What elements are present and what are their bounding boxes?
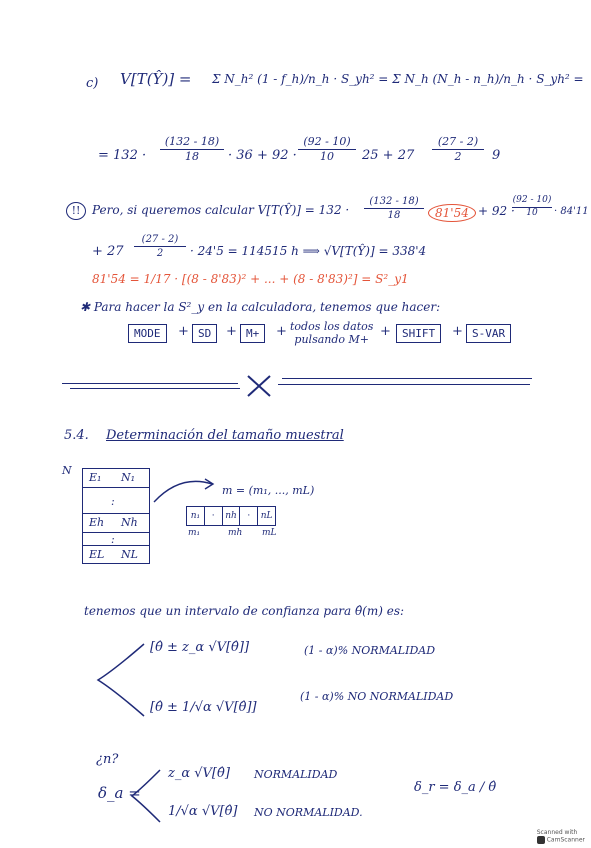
delta-a-lhs: δ_a = [98,784,141,802]
note-fraction-2-num: (92 - 10) [512,195,552,205]
sample-cell-4: · [240,507,258,525]
fraction-3-den: 2 [454,150,462,164]
delta-case-nonnormal: 1/√α √V[θ̂] [168,804,238,819]
plus-4: + [380,324,391,339]
part-label: c) [86,76,99,91]
stratum-1-size: N₁ [121,471,136,484]
fraction-2-num: (92 - 10) [303,135,351,148]
variance-lhs: V[T(Ŷ)] = [120,70,192,88]
note-end-value: · 84'11 [554,206,589,217]
note-text: Pero, si queremos calcular V[T(Ŷ)] = 132 · [92,203,350,217]
calculator-middle-line2: pulsando M+ [294,333,369,346]
plus-2: + [226,324,237,339]
sample-cell-3: nh [223,507,241,525]
computation-mid: · 36 + 92 · [228,148,297,163]
sampling-arrow-icon [150,474,220,510]
note-fraction-1 [364,196,424,221]
population-label: N [62,464,72,477]
n-question: ¿n? [96,752,119,767]
sample-cell-5: nL [260,511,273,521]
delta-case-normal-label: NORMALIDAD [254,768,338,781]
section-number: 5.4. [64,428,89,443]
interval-brace-icon [94,640,150,720]
plus-1: + [178,324,189,339]
separator-left-2 [70,388,240,389]
normal-interval-label: (1 - α)% NORMALIDAD [304,644,436,657]
intervals-intro: tenemos que un intervalo de confianza para θ̂(m) es: [84,604,405,618]
fraction-3-num: (27 - 2) [437,135,479,148]
watermark-line2: CamScanner [546,836,585,844]
fraction-1-num: (132 - 18) [164,135,220,148]
stratum-h-name: Eh [89,516,105,529]
key-shift: SHIFT [396,324,441,343]
computation-end: 9 [492,148,501,163]
population-table [82,468,150,564]
note-line2-prefix: + 27 [92,244,124,259]
key-m-plus: M+ [240,324,265,343]
sample-cells [186,506,276,526]
cell-label-l: mL [262,528,277,538]
section-title: Determinación del tamaño muestral [106,428,344,443]
calculator-middle-line1: todos los datos [290,320,374,333]
sample-label: m = (m₁, ..., mL) [222,484,315,497]
note-fraction-1-num: (132 - 18) [369,196,419,207]
delta-relative: δ_r = δ_a / θ̂ [414,780,497,795]
fraction-2-den: 10 [320,150,334,164]
normal-interval: [θ̂ ± z_α √V[θ̂]] [150,640,250,655]
nonnormal-interval-label: (1 - α)% NO NORMALIDAD [300,690,454,703]
note-line2-fraction-num: (27 - 2) [141,234,179,245]
scanner-watermark [537,829,585,844]
circled-value: 81'54 [428,204,476,222]
note-after-circle: + 92 · [478,204,515,218]
plus-3: + [276,324,287,339]
note-line2-rest: · 24'5 = 114515 h ⟹ √V[T(Ŷ)] = 338'4 [190,244,427,258]
stratum-h-size: Nh [121,516,138,529]
key-s-var: S-VAR [466,324,511,343]
note-line2-fraction [134,234,186,259]
separator-right [282,378,532,379]
note-fraction-2 [512,196,552,219]
stratum-dots-2: : [111,533,115,546]
stratum-row-1 [83,469,149,488]
fraction-1 [160,136,224,163]
stratum-row-l [83,545,149,564]
computation-prefix: = 132 · [98,148,147,163]
fraction-3 [432,136,484,163]
red-formula: 81'54 = 1/17 · [(8 - 8'83)² + ... + (8 - 8'83)²] = S²_y1 [92,272,409,286]
note-marker: !! [66,202,86,220]
delta-brace-icon [128,766,164,826]
cell-label-1: m₁ [188,528,201,538]
key-mode: MODE [128,324,167,343]
note-fraction-2-den: 10 [526,207,538,218]
plus-5: + [452,324,463,339]
note-line2-fraction-den: 2 [156,248,164,259]
delta-case-nonnormal-label: NO NORMALIDAD. [254,806,363,819]
watermark-line1: Scanned with [536,829,578,836]
separator-right-2 [278,384,530,385]
nonnormal-interval: [θ̂ ± 1/√α √V[θ̂]] [150,700,257,715]
fraction-2 [298,136,356,163]
calculator-intro: ✱ Para hacer la S²_y en la calculadora, tenemos que hacer: [80,300,441,314]
stratum-l-size: NL [121,548,138,561]
sample-cell-2: · [205,507,223,525]
stratum-1-name: E₁ [89,471,102,484]
sample-cell-1: n₁ [187,507,205,525]
computation-mid2: 25 + 27 [362,148,415,163]
camscanner-logo-icon [537,836,545,844]
fraction-1-den: 18 [185,150,199,164]
variance-sum-expression: Σ N_h² (1 - f_h)/n_h · S_yh² = Σ N_h (N_h - n_h)/n_h · S_yh² = [212,72,584,86]
delta-case-normal: z_α √V[θ̂] [168,766,230,781]
separator-left [62,383,238,384]
stratum-l-name: EL [89,548,105,561]
stratum-row-h [83,513,149,533]
calculator-middle-text [290,320,373,346]
key-sd: SD [192,324,217,343]
note-fraction-1-den: 18 [387,210,401,221]
cell-label-h: mh [228,528,243,538]
separator-cross-icon [244,372,274,400]
stratum-dots-1: : [111,495,115,508]
